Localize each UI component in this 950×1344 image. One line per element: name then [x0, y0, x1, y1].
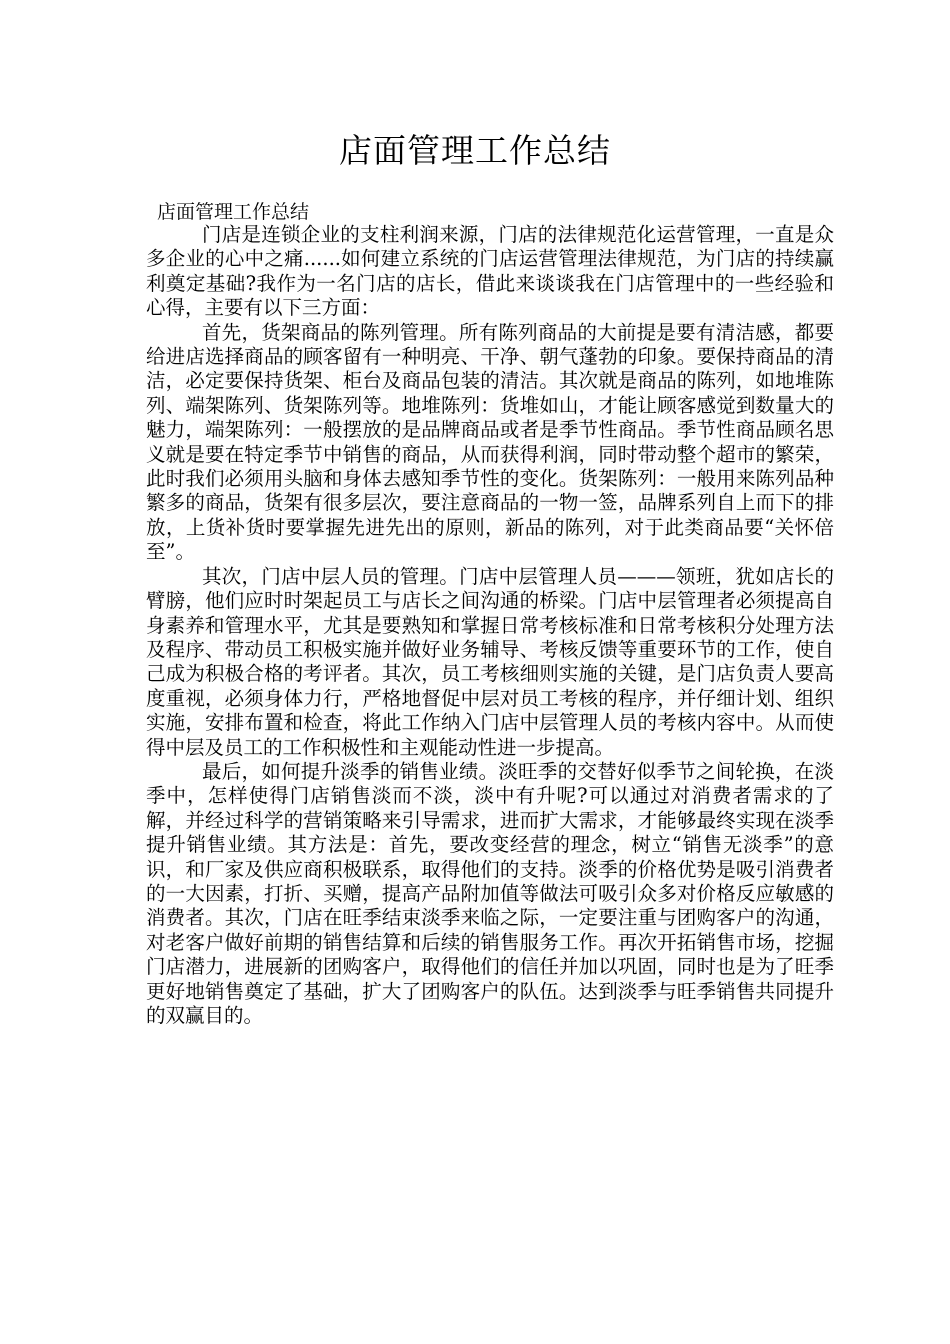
- document-title: 店面管理工作总结: [339, 131, 611, 170]
- paragraph-middle-management: 其次，门店中层人员的管理。门店中层管理人员———领班，犹如店长的臂膀，他们应时时架起员工与店长之间沟通的桥梁。门店中层管理者必须提高自身素养和管理水平，尤其是要熟知和掌握日常考核标准和日常考核积分处理方法及程序、带动员工积极实施并做好业务辅导、考核反馈等重要环节的工作，使自己成为积极合格的考评者。其次，员工考核细则实施的关键，是门店负责人要高度重视，必须身体力行，严格地督促中层对员工考核的程序，并仔细计划、组织实施，安排布置和检查，将此工作纳入门店中层管理人员的考核内容中。从而使得中层及员工的工作积极性和主观能动性进一步提高。: [146, 564, 834, 759]
- document-body: [146, 223, 834, 1028]
- paragraph-off-season-sales: 最后，如何提升淡季的销售业绩。淡旺季的交替好似季节之间轮换，在淡季中，怎样使得门店销售淡而不淡，淡中有升呢?可以通过对消费者需求的了解，并经过科学的营销策略来引导需求，进而扩大需求，才能够最终实现在淡季提升销售业绩。其方法是：首先，要改变经营的理念，树立“销售无淡季”的意识，和厂家及供应商积极联系，取得他们的支持。淡季的价格优势是吸引消费者的一大因素，打折、买赠，提高产品附加值等做法可吸引众多对价格反应敏感的消费者。其次，门店在旺季结束淡季来临之际，一定要注重与团购客户的沟通，对老客户做好前期的销售结算和后续的销售服务工作。再次开拓销售市场，挖掘门店潜力，进展新的团购客户，取得他们的信任并加以巩固，同时也是为了旺季更好地销售奠定了基础，扩大了团购客户的队伍。达到淡季与旺季销售共同提升的双赢目的。: [146, 759, 834, 1027]
- paragraph-shelf-display: 首先，货架商品的陈列管理。所有陈列商品的大前提是要有清洁感，都要给进店选择商品的顾客留有一种明亮、干净、朝气蓬勃的印象。要保持商品的清洁，必定要保持货架、柜台及商品包装的清洁。其次就是商品的陈列，如地堆陈列、端架陈列、货架陈列等。地堆陈列：货堆如山，才能让顾客感觉到数量大的魅力，端架陈列：一般摆放的是品牌商品或者是季节性商品。季节性商品顾名思义就是要在特定季节中销售的商品，从而获得利润，同时带动整个超市的繁荣，此时我们必须用头脑和身体去感知季节性的变化。货架陈列：一般用来陈列品种繁多的商品，货架有很多层次，要注意商品的一物一签，品牌系列自上而下的排放，上货补货时要掌握先进先出的原则，新品的陈列，对于此类商品要“关怀倍至”。: [146, 320, 834, 564]
- paragraph-intro: 门店是连锁企业的支柱利润来源，门店的法律规范化运营管理，一直是众多企业的心中之痛......如何建立系统的门店运营管理法律规范，为门店的持续赢利奠定基础?我作为一名门店的店长，借此来谈谈我在门店管理中的一些经验和心得，主要有以下三方面：: [146, 223, 834, 320]
- document-subtitle: 店面管理工作总结: [157, 201, 310, 223]
